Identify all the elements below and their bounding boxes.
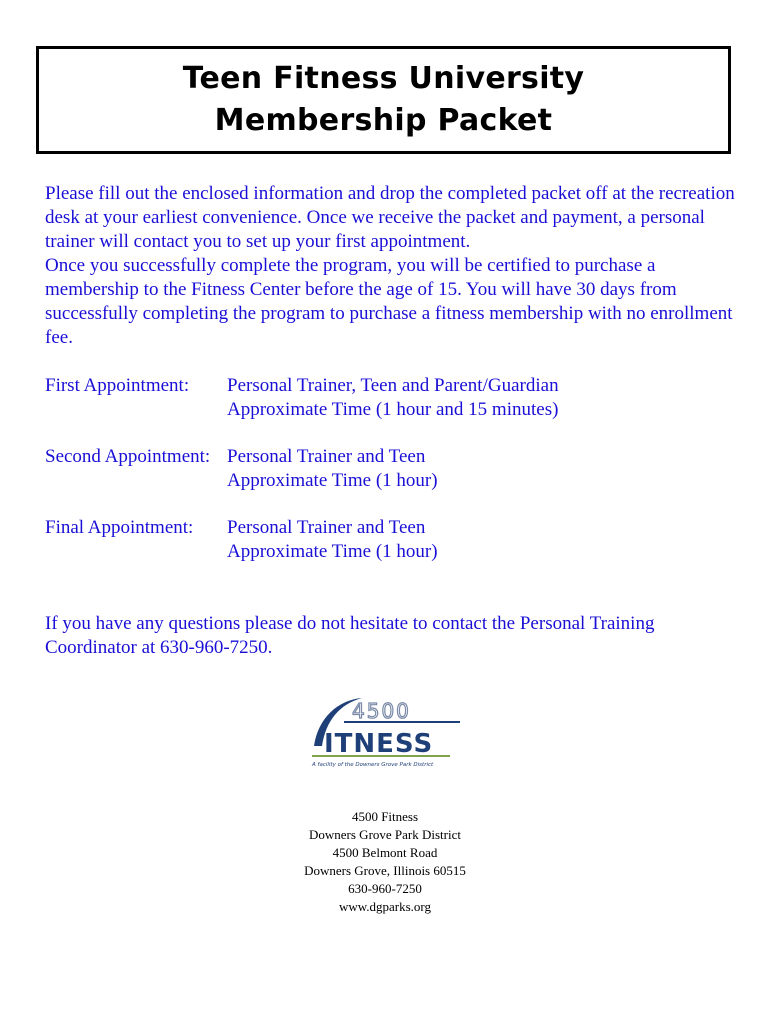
contact-text: If you have any questions please do not hesitate to contact the Personal Training Coordinator at 630-960-7250. (45, 613, 655, 658)
appointment-label: Second Appointment: (45, 446, 211, 467)
appointment-attendees: Personal Trainer and Teen (227, 446, 426, 467)
appointment-duration: Approximate Time (1 hour) (227, 541, 438, 562)
address-line: 4500 Belmont Road (332, 845, 438, 860)
page-subtitle: Membership Packet (214, 103, 553, 138)
address-line: Downers Grove, Illinois 60515 (304, 863, 466, 878)
page-title: Teen Fitness University (182, 61, 585, 96)
address-phone: 630-960-7250 (348, 881, 422, 896)
address-line: Downers Grove Park District (309, 827, 461, 842)
appointment-label: First Appointment: (45, 375, 190, 396)
appointments-list (45, 374, 735, 587)
logo-word: ITNESS (324, 729, 434, 759)
appointment-first (45, 374, 735, 422)
appointment-attendees: Personal Trainer, Teen and Parent/Guardian (227, 375, 559, 396)
appointment-label: Final Appointment: (45, 517, 194, 538)
appointment-second (45, 445, 735, 493)
logo-number: 4500 (352, 699, 411, 723)
title-box (36, 46, 731, 154)
intro-paragraph-2: Once you successfully complete the program, you will be certified to purchase a membership to the Fitness Center before the age of 15. You will have 30 days from successfully completing the program to purchase a fitness membership with no enrollment fee. (45, 255, 733, 348)
fitness-logo (300, 688, 470, 778)
logo-tagline: A facility of the Downers Grove Park District (312, 762, 434, 768)
address-block (0, 808, 770, 916)
appointment-final (45, 516, 735, 564)
address-line: 4500 Fitness (351, 809, 419, 824)
appointment-attendees: Personal Trainer and Teen (227, 517, 426, 538)
appointment-duration: Approximate Time (1 hour and 15 minutes) (227, 399, 559, 420)
intro-text (45, 182, 735, 350)
intro-paragraph-1: Please fill out the enclosed information and drop the completed packet off at the recreation desk at your earliest convenience. Once we receive the packet and payment, a personal trainer will contact you to set up your first appointment. (45, 183, 735, 252)
appointment-duration: Approximate Time (1 hour) (227, 470, 438, 491)
address-website: www.dgparks.org (338, 899, 432, 914)
